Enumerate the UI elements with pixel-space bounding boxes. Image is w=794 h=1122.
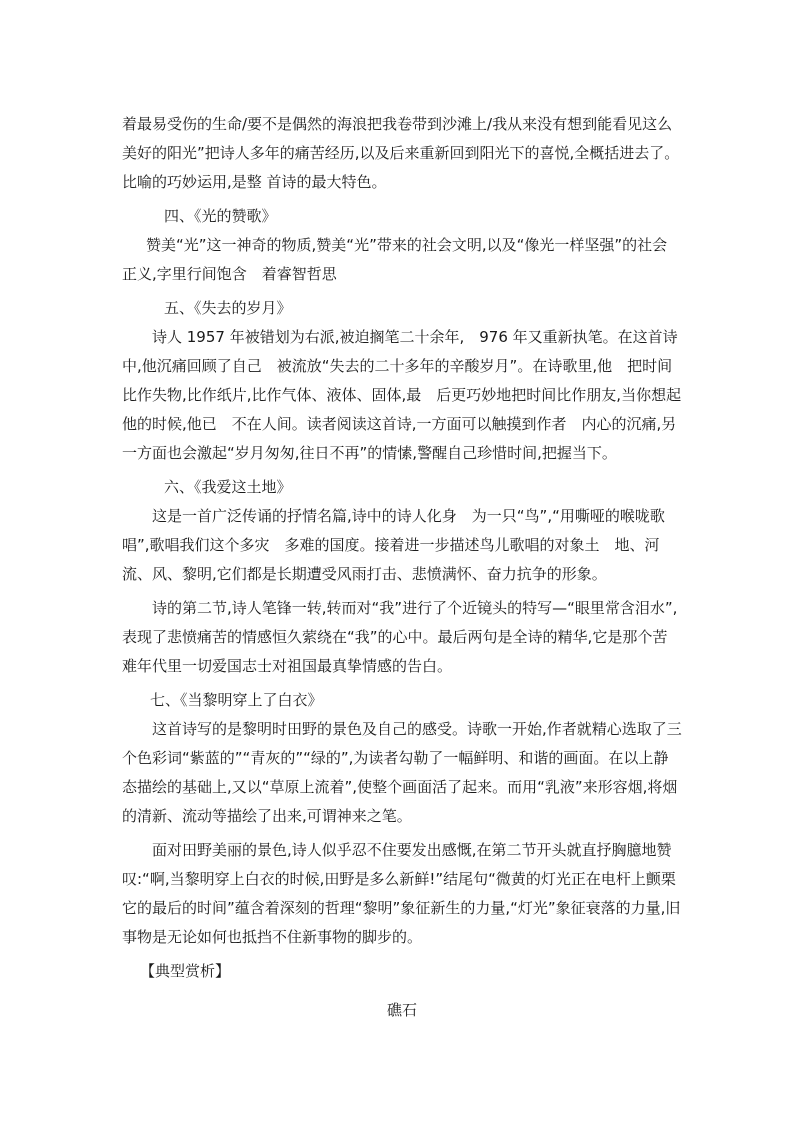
section-heading-4: 四、《光的赞歌》 xyxy=(164,207,277,225)
section-heading-5: 五、《失去的岁月》 xyxy=(164,299,292,317)
analysis-label: 【典型赏析】 xyxy=(140,962,231,980)
paragraph-intro: 着最易受伤的生命/要不是偶然的海浪把我卷带到沙滩上/我从来没有想到能看见这么美好的阳光”把诗人多年的痛苦经历,以及后来重新回到阳光下的喜悦,全概括进去了。比喻的巧妙运用,是整 首诗的最大特色。 xyxy=(122,115,680,191)
section-heading-6: 六、《我爱这土地》 xyxy=(164,478,292,496)
paragraph-section-4: 赞美“光”这一神奇的物质,赞美“光”带来的社会文明,以及“像光一样坚强”的社会正义,字里行间饱含 着睿智哲思 xyxy=(122,236,668,283)
paragraph-section-7a: 这首诗写的是黎明时田野的景色及自己的感受。诗歌一开始,作者就精心选取了三个色彩词“紫蓝的”“青灰的”“绿的”,为读者勾勒了一幅鲜明、和谐的画面。在以上静态描绘的基础上,又以“草原上流着”,使整个画面活了起来。而用“乳液”来形容烟,将烟的清新、流动等描绘了出来,可谓神来之笔。 xyxy=(122,720,682,825)
poem-title: 礁石 xyxy=(386,1001,417,1019)
paragraph-section-6a: 这是一首广泛传诵的抒情名篇,诗中的诗人化身 为一只“鸟”,“用嘶哑的喉咙歌唱”,歌唱我们这个多灾 多难的国度。接着进一步描述鸟儿歌唱的对象土 地、河流、风、黎明,它们都是长期遭受风雨打击、悲愤满怀、奋力抗争的形象。 xyxy=(122,507,665,583)
paragraph-section-7b: 面对田野美丽的景色,诗人似乎忍不住要发出感慨,在第二节开头就直抒胸臆地赞叹:“啊,当黎明穿上白衣的时候,田野是多么新鲜!”结尾句“微黄的灯光正在电杆上颤栗它的最后的时间”蕴含着深刻的哲理“黎明”象征新生的力量,“灯光”象征衰落的力量,旧事物是无论如何也抵挡不住新事物的脚步的。 xyxy=(122,841,681,946)
paragraph-section-6b: 诗的第二节,诗人笔锋一转,转而对“我”进行了个近镜头的特写—“眼里常含泪水”,表现了悲愤痛苦的情感恒久萦绕在“我”的心中。最后两句是全诗的精华,它是那个苦难年代里一切爱国志士对祖国最真挚情感的告白。 xyxy=(122,599,678,675)
section-heading-7: 七、《当黎明穿上了白衣》 xyxy=(150,691,323,709)
paragraph-section-5: 诗人 1957 年被错划为右派,被迫搁笔二十余年, 976 年又重新执笔。在这首诗中,他沉痛回顾了自己 被流放“失去的二十多年的辛酸岁月”。在诗歌里,他 把时间比作失物,比作纸片,比作气体、液体、固体,最 后更巧妙地把时间比作朋友,当你想起他的时候,他已 不在人间。读者阅读这首诗,一方面可以触摸到作者 内心的沉痛,另一方面也会激起“岁月匆匆,往日不再”的情愫,警醒自己珍惜时间,把握当下。 xyxy=(122,328,682,462)
